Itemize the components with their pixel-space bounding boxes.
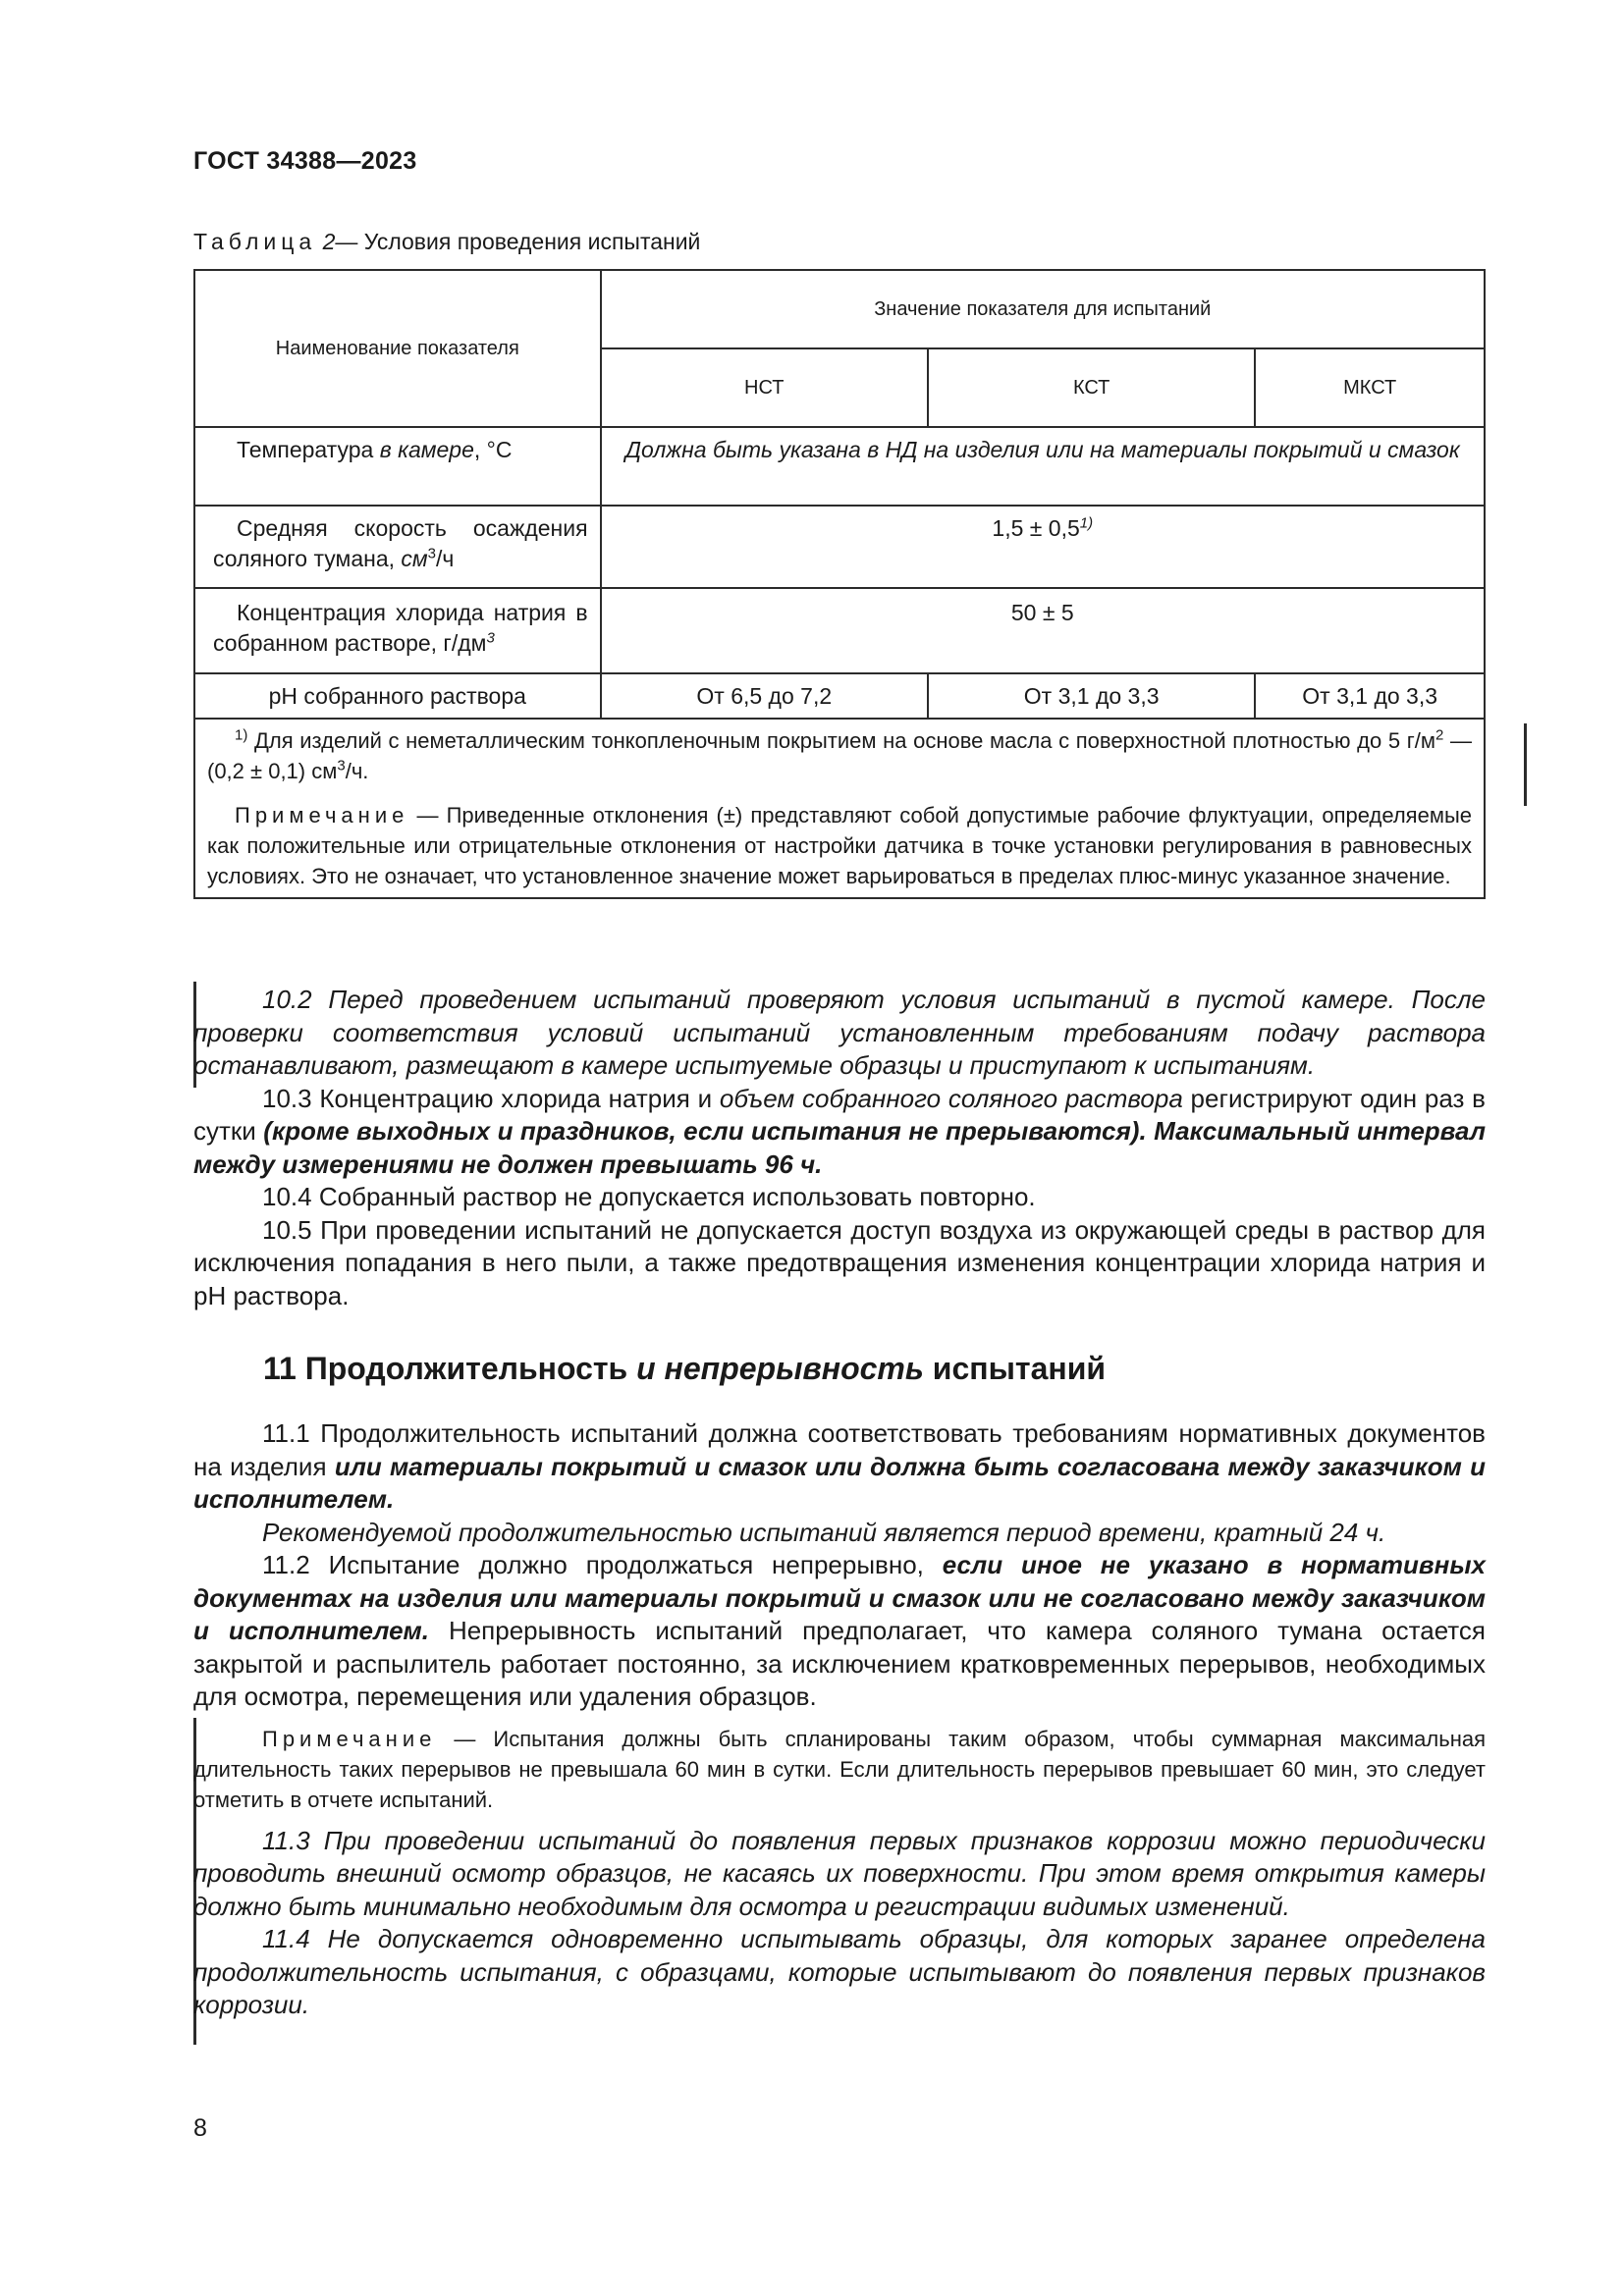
clause-10-4: 10.4 Собранный раствор не допускается использовать повторно.	[262, 1182, 1036, 1211]
section-11-title: 11 Продолжительность и непрерывность испытаний	[263, 1351, 1107, 1386]
row-ph-label: pH собранного раствора	[268, 682, 526, 709]
table-row-concentration	[194, 588, 1485, 673]
row-ph-nst: От 6,5 до 7,2	[696, 682, 833, 709]
row-concentration-value: 50 ± 5	[1010, 600, 1074, 625]
table-row-ph	[194, 673, 1485, 719]
header-group: Значение показателя для испытаний	[874, 297, 1212, 320]
table-footnote: $^{1)}$ Для изделий с неметаллическим тонкопленочным покрытием на основе масла с поверхностной плотностью до 5 $г/м^2$ — (0,2 ± 0,1) $см^3/ч$.	[207, 726, 1472, 783]
clause-11-1-recommendation: Рекомендуемой продолжительностью испытаний является период времени, кратный 24 ч.	[262, 1517, 1386, 1547]
clause-11-2-note: Примечание — Испытания должны быть спланированы таким образом, чтобы суммарная максимальная длительность таких перерывов не превышала 60 мин в сутки. Если длительность перерывов превышает 60 мин, это следует отметить в отчете испытаний.	[193, 1726, 1486, 1812]
row-rate-value: $1,5 \pm 0,5^{1)}$	[992, 514, 1094, 541]
row-ph-mkst: От 3,1 до 3,3	[1302, 682, 1438, 709]
header-nst: НСТ	[744, 376, 785, 399]
header-mkst: МКСТ	[1343, 376, 1397, 399]
row-concentration-label: Концентрация хлорида натрия в собранном растворе, $г/дм^3$	[213, 600, 588, 656]
standard-header: ГОСТ 34388—2023	[193, 147, 417, 175]
page-number: 8	[193, 2114, 207, 2142]
table-row-deposition-rate	[194, 506, 1485, 588]
clause-10-5: 10.5 При проведении испытаний не допускается доступ воздуха из окружающей среды в раствор для исключения попадания в него пыли, а также предотвращения изменения концентрации хлорида натрия и pH раствора.	[193, 1214, 1486, 1310]
table-caption	[193, 229, 700, 255]
clause-11-4: 11.4 Не допускается одновременно испытывать образцы, для которых заранее определена продолжительность испытания, с образцами, которые испытывают до появления первых признаков коррозии.	[193, 1924, 1486, 2019]
header-name: Наименование показателя	[275, 337, 519, 359]
conditions-table	[193, 269, 1486, 899]
clause-10-3: 10.3 Концентрацию хлорида натрия и объем собранного соляного раствора регистрируют один раз в сутки (кроме выходных и праздников, если испытания не прерываются). Максимальный интервал между измерениями не должен превышать 96 ч.	[193, 1083, 1486, 1179]
table-caption-title: — Условия проведения испытаний	[335, 229, 701, 254]
header-mkst-cell	[1255, 348, 1485, 427]
header-nst-cell	[601, 348, 928, 427]
clauses-11	[193, 1417, 1486, 2022]
row-temperature-value: Должна быть указана в НД на изделия или на материалы покрытий и смазок	[624, 437, 1460, 462]
clause-11-3: 11.3 При проведении испытаний до появления первых признаков коррозии можно периодически проводить внешний осмотр образцов, не касаясь их поверхности. При этом время открытия камеры должно быть минимально необходимым для осмотра и регистрации видимых изменений.	[193, 1825, 1486, 1921]
header-kst: КСТ	[1072, 376, 1110, 399]
table-row-temperature	[194, 427, 1485, 506]
header-kst-cell	[928, 348, 1255, 427]
clause-11-2: 11.2 Испытание должно продолжаться непрерывно, если иное не указано в нормативных документах на изделия или материалы покрытий и смазок или не согласовано между заказчиком и исполнителем. Непрерывность испытаний предполагает, что камера соляного тумана остается закрытой и распылитель работает постоянно, за исключением кратковременных перерывов, необходимых для осмотра, перемещения или удаления образцов.	[193, 1550, 1486, 1711]
row-rate-label: Средняя скорость осаждения соляного тумана, $см^3/ч$	[213, 515, 588, 571]
table-caption-number: 2	[322, 229, 336, 254]
change-bar-footnote	[1524, 723, 1527, 806]
table-caption-word: Таблица	[193, 229, 317, 254]
header-name-cell	[194, 270, 601, 427]
clause-10-2: 10.2 Перед проведением испытаний проверяют условия испытаний в пустой камере. После проверки соответствия условий испытаний установленным требованиям подачу раствора останавливают, размещают в камере испытуемые образцы и приступают к испытаниям.	[193, 985, 1486, 1080]
clauses-10	[193, 984, 1486, 1312]
row-ph-kst: От 3,1 до 3,3	[1023, 682, 1160, 709]
table-footnote-row	[194, 719, 1485, 898]
clause-11-1: 11.1 Продолжительность испытаний должна соответствовать требованиям нормативных документов на изделия или материалы покрытий и смазок или должна быть согласована между заказчиком и исполнителем.	[193, 1418, 1486, 1514]
header-group-cell	[601, 270, 1485, 348]
table-note: Примечание — Приведенные отклонения (±) представляют собой допустимые рабочие флуктуации, определяемые как положительные или отрицательные отклонения от настройки датчика в точке установки регулирования в равновесных условиях. Это не означает, что установленное значение может варьироваться в пределах плюс-минус указанное значение.	[207, 803, 1472, 888]
row-temperature-label: Температура в камере, °С	[237, 437, 513, 462]
